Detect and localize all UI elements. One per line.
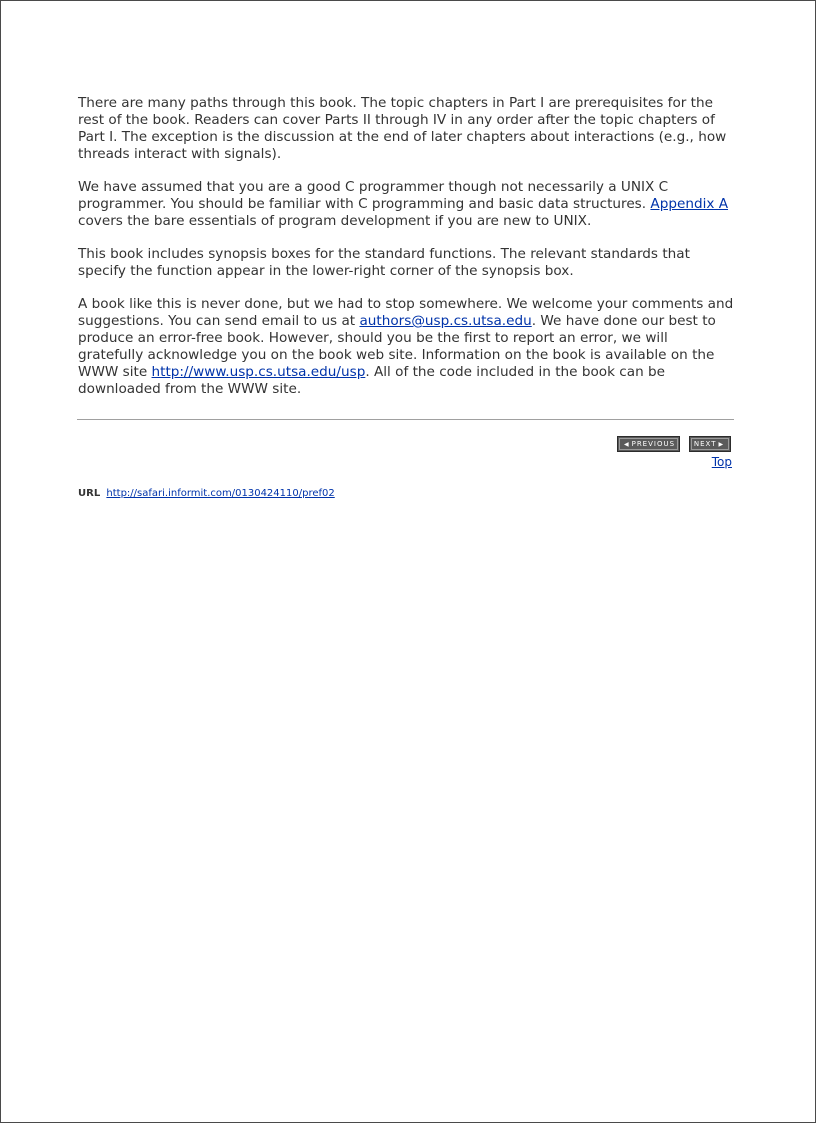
next-button-label: NEXT xyxy=(693,440,717,448)
paragraph-text: . We have done our best to produce an error-free book. However, should you be the first to report an error, we will gratefully acknowledge you on the book web site. Information on the book is available on the WWW site xyxy=(78,313,716,380)
paragraph-feedback xyxy=(78,296,735,398)
paragraph-text: . All of the code included in the book can be downloaded from the WWW site. xyxy=(78,364,666,397)
url-link[interactable]: http://safari.informit.com/0130424110/pref02 xyxy=(106,488,335,499)
paragraph-prerequisites xyxy=(78,179,735,230)
main-content xyxy=(78,95,735,414)
email-link[interactable]: authors@usp.cs.utsa.edu xyxy=(359,313,532,329)
paragraph-text: We have assumed that you are a good C programmer though not necessarily a UNIX C programmer. You should be familiar with C programming and basic data structures. xyxy=(78,179,669,212)
paragraph-synopsis: This book includes synopsis boxes for the standard functions. The relevant standards that specify the function appear in the lower-right corner of the synopsis box. xyxy=(78,246,690,279)
previous-button[interactable] xyxy=(617,436,680,452)
website-link[interactable]: http://www.usp.cs.utsa.edu/usp xyxy=(151,364,366,380)
previous-button-label: PREVIOUS xyxy=(631,440,676,448)
paragraph-text: A book like this is never done, but we had to stop somewhere. We welcome your comments and suggestions. You can send email to us at xyxy=(78,296,734,329)
page-navigation xyxy=(617,436,731,452)
arrow-right-icon: ▶ xyxy=(718,440,725,448)
paragraph-text: covers the bare essentials of program development if you are new to UNIX. xyxy=(78,213,592,229)
url-footer xyxy=(78,488,335,499)
url-label: URL xyxy=(78,488,101,499)
appendix-a-link[interactable]: Appendix A xyxy=(650,196,729,212)
arrow-left-icon: ◀ xyxy=(623,440,630,448)
paragraph-paths: There are many paths through this book. The topic chapters in Part I are prerequisites for the rest of the book. Readers can cover Parts II through IV in any order after the topic chapters of Part I. The exception is the discussion at the end of later chapters about interactions (e.g., how threads interact with signals). xyxy=(78,95,727,162)
next-button[interactable] xyxy=(689,436,731,452)
divider xyxy=(77,419,734,420)
top-link[interactable]: Top xyxy=(711,455,732,469)
